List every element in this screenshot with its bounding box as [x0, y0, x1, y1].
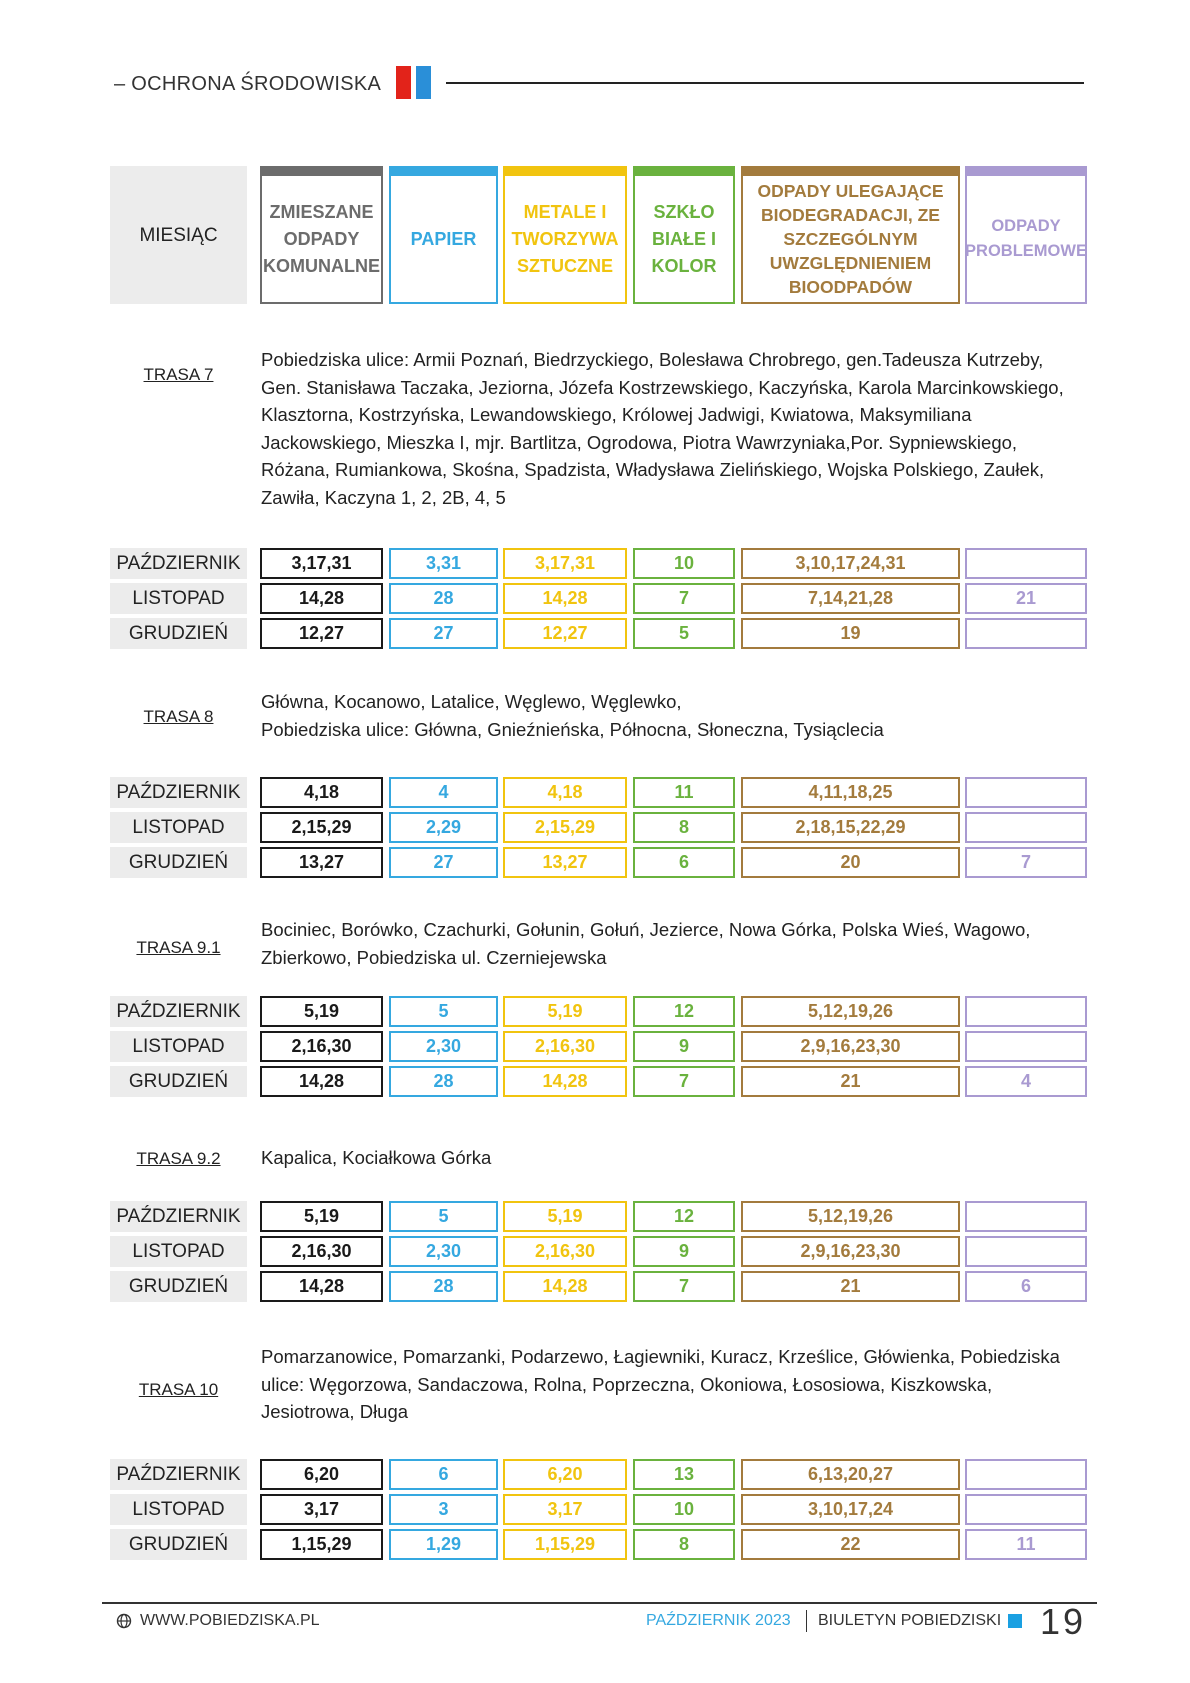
cell-mixed-waste: 14,28 [260, 583, 383, 614]
cell-problem-waste: 6 [965, 1271, 1087, 1302]
cell-glass: 8 [633, 1529, 735, 1560]
footer-separator [806, 1610, 807, 1632]
cell-glass: 9 [633, 1236, 735, 1267]
schedule-row [0, 1494, 1190, 1525]
cell-biodegradable: 2,9,16,23,30 [741, 1031, 960, 1062]
cell-mixed-waste: 5,19 [260, 996, 383, 1027]
cell-biodegradable: 3,10,17,24 [741, 1494, 960, 1525]
column-header-metals-plastics: METALE I TWORZYWA SZTUCZNE [503, 166, 627, 304]
cell-glass: 6 [633, 847, 735, 878]
cell-biodegradable: 5,12,19,26 [741, 996, 960, 1027]
cell-biodegradable: 20 [741, 847, 960, 878]
month-label: GRUDZIEŃ [110, 618, 247, 649]
route-streets: Główna, Kocanowo, Latalice, Węglewo, Węglewko, Pobiedziska ulice: Główna, Gnieźnieńska, Północna, Słoneczna, Tysiąclecia [261, 691, 884, 740]
footer-square-marker [1008, 1614, 1022, 1628]
route-label: TRASA 9.2 [136, 1149, 221, 1168]
footer-rule [102, 1602, 1097, 1604]
cell-problem-waste: 21 [965, 583, 1087, 614]
month-label: LISTOPAD [110, 583, 247, 614]
cell-paper: 27 [389, 847, 498, 878]
cell-problem-waste [965, 777, 1087, 808]
cell-metals-plastics: 6,20 [503, 1459, 627, 1490]
cell-paper: 4 [389, 777, 498, 808]
schedule-row [0, 1236, 1190, 1267]
route-streets: Kapalica, Kociałkowa Górka [261, 1147, 492, 1168]
cell-biodegradable: 21 [741, 1066, 960, 1097]
schedule-row [0, 1271, 1190, 1302]
flag-red-bar [396, 66, 411, 99]
month-label: PAŹDZIERNIK [110, 548, 247, 579]
month-label: LISTOPAD [110, 1031, 247, 1062]
cell-problem-waste [965, 618, 1087, 649]
cell-glass: 12 [633, 996, 735, 1027]
cell-metals-plastics: 14,28 [503, 583, 627, 614]
cell-metals-plastics: 12,27 [503, 618, 627, 649]
cell-mixed-waste: 2,15,29 [260, 812, 383, 843]
schedule-row [0, 618, 1190, 649]
schedule-row [0, 812, 1190, 843]
cell-paper: 3,31 [389, 548, 498, 579]
cell-mixed-waste: 12,27 [260, 618, 383, 649]
cell-biodegradable: 3,10,17,24,31 [741, 548, 960, 579]
route-label: TRASA 10 [138, 1380, 219, 1399]
cell-paper: 5 [389, 996, 498, 1027]
cell-biodegradable: 7,14,21,28 [741, 583, 960, 614]
globe-icon [116, 1613, 132, 1629]
cell-mixed-waste: 14,28 [260, 1271, 383, 1302]
cell-biodegradable: 6,13,20,27 [741, 1459, 960, 1490]
cell-problem-waste: 4 [965, 1066, 1087, 1097]
cell-paper: 3 [389, 1494, 498, 1525]
cell-biodegradable: 21 [741, 1271, 960, 1302]
cell-mixed-waste: 5,19 [260, 1201, 383, 1232]
schedule-row [0, 1529, 1190, 1560]
month-label: PAŹDZIERNIK [110, 996, 247, 1027]
month-label: LISTOPAD [110, 1236, 247, 1267]
cell-problem-waste [965, 812, 1087, 843]
cell-glass: 9 [633, 1031, 735, 1062]
route-label: TRASA 8 [143, 707, 214, 726]
cell-metals-plastics: 3,17,31 [503, 548, 627, 579]
month-label: GRUDZIEŃ [110, 847, 247, 878]
cell-biodegradable: 22 [741, 1529, 960, 1560]
month-column-header: MIESIĄC [110, 166, 247, 304]
month-label: LISTOPAD [110, 812, 247, 843]
cell-problem-waste [965, 1236, 1087, 1267]
cell-biodegradable: 5,12,19,26 [741, 1201, 960, 1232]
schedule-row [0, 1066, 1190, 1097]
schedule-row [0, 847, 1190, 878]
cell-mixed-waste: 4,18 [260, 777, 383, 808]
cell-problem-waste [965, 1201, 1087, 1232]
cell-metals-plastics: 3,17 [503, 1494, 627, 1525]
month-label: PAŹDZIERNIK [110, 777, 247, 808]
schedule-row [0, 548, 1190, 579]
cell-mixed-waste: 13,27 [260, 847, 383, 878]
cell-problem-waste: 11 [965, 1529, 1087, 1560]
route-streets: Pobiedziska ulice: Armii Poznań, Biedrzyckiego, Bolesława Chrobrego, gen.Tadeusza Kutrzeby, Gen. Stanisława Taczaka, Jeziorna, Józefa Kostrzewskiego, Kaczyńska, Karola Marcinkowskiego, Klasztorna, Kostrzyńska, Lewandowskiego, Królowej Jadwigi, Kwiatowa, Maksymiliana Jackowskiego, Mieszka I, mjr. Bartlitza, Ogrodowa, Piotra Wawrzyniaka,Por. Sypniewskiego, Różana, Rumiankowa, Skośna, Spadzista, Władysława Zielińskiego, Wojska Polskiego, Zaułek, Zawiła, Kaczyna 1, 2, 2B, 4, 5 [261, 349, 1064, 508]
cell-metals-plastics: 14,28 [503, 1066, 627, 1097]
cell-glass: 10 [633, 1494, 735, 1525]
issue-date: PAŹDZIERNIK 2023 [646, 1612, 791, 1629]
schedule-row [0, 1031, 1190, 1062]
cell-metals-plastics: 2,16,30 [503, 1031, 627, 1062]
cell-paper: 28 [389, 1066, 498, 1097]
column-header-biodegradable: ODPADY ULEGAJĄCE BIODEGRADACJI, ZE SZCZEGÓLNYM UWZGLĘDNIENIEM BIOODPADÓW [741, 166, 960, 304]
cell-paper: 28 [389, 1271, 498, 1302]
cell-paper: 5 [389, 1201, 498, 1232]
cell-biodegradable: 2,18,15,22,29 [741, 812, 960, 843]
cell-metals-plastics: 13,27 [503, 847, 627, 878]
route-label: TRASA 9.1 [136, 938, 221, 957]
cell-mixed-waste: 3,17 [260, 1494, 383, 1525]
cell-metals-plastics: 5,19 [503, 1201, 627, 1232]
cell-metals-plastics: 14,28 [503, 1271, 627, 1302]
cell-glass: 5 [633, 618, 735, 649]
cell-paper: 27 [389, 618, 498, 649]
schedule-row [0, 996, 1190, 1027]
cell-problem-waste [965, 548, 1087, 579]
section-title: – OCHRONA ŚRODOWISKA [114, 73, 382, 95]
cell-metals-plastics: 4,18 [503, 777, 627, 808]
cell-biodegradable: 2,9,16,23,30 [741, 1236, 960, 1267]
website-link[interactable]: WWW.POBIEDZISKA.PL [140, 1612, 320, 1629]
month-label: PAŹDZIERNIK [110, 1459, 247, 1490]
schedule-row [0, 1459, 1190, 1490]
cell-glass: 7 [633, 1271, 735, 1302]
header-rule [446, 82, 1084, 84]
cell-mixed-waste: 2,16,30 [260, 1236, 383, 1267]
cell-problem-waste [965, 996, 1087, 1027]
column-header-mixed-waste: ZMIESZANE ODPADY KOMUNALNE [260, 166, 383, 304]
cell-problem-waste [965, 1459, 1087, 1490]
publication-name: BIULETYN POBIEDZISKI [818, 1612, 1002, 1629]
route-label: TRASA 7 [143, 365, 214, 384]
cell-paper: 28 [389, 583, 498, 614]
cell-mixed-waste: 3,17,31 [260, 548, 383, 579]
flag-blue-bar [416, 66, 431, 99]
column-header-glass: SZKŁO BIAŁE I KOLOR [633, 166, 735, 304]
cell-metals-plastics: 2,16,30 [503, 1236, 627, 1267]
cell-problem-waste [965, 1031, 1087, 1062]
cell-problem-waste [965, 1494, 1087, 1525]
cell-problem-waste: 7 [965, 847, 1087, 878]
cell-paper: 2,29 [389, 812, 498, 843]
cell-paper: 1,29 [389, 1529, 498, 1560]
cell-mixed-waste: 14,28 [260, 1066, 383, 1097]
cell-metals-plastics: 5,19 [503, 996, 627, 1027]
cell-mixed-waste: 1,15,29 [260, 1529, 383, 1560]
cell-biodegradable: 19 [741, 618, 960, 649]
cell-glass: 11 [633, 777, 735, 808]
month-label: GRUDZIEŃ [110, 1066, 247, 1097]
cell-glass: 12 [633, 1201, 735, 1232]
schedule-row [0, 583, 1190, 614]
cell-glass: 13 [633, 1459, 735, 1490]
cell-glass: 7 [633, 1066, 735, 1097]
column-header-paper: PAPIER [389, 166, 498, 304]
cell-mixed-waste: 2,16,30 [260, 1031, 383, 1062]
cell-metals-plastics: 2,15,29 [503, 812, 627, 843]
column-header-problem-waste: ODPADY PROBLEMOWE [965, 166, 1087, 304]
cell-metals-plastics: 1,15,29 [503, 1529, 627, 1560]
cell-mixed-waste: 6,20 [260, 1459, 383, 1490]
page-number: 19 [1040, 1601, 1087, 1642]
month-label: GRUDZIEŃ [110, 1271, 247, 1302]
route-streets: Bociniec, Borówko, Czachurki, Gołunin, Gołuń, Jezierce, Nowa Górka, Polska Wieś, Wagowo, Zbierkowo, Pobiedziska ul. Czerniejewska [261, 919, 1031, 968]
schedule-row [0, 777, 1190, 808]
month-label: GRUDZIEŃ [110, 1529, 247, 1560]
cell-glass: 10 [633, 548, 735, 579]
month-label: LISTOPAD [110, 1494, 247, 1525]
cell-paper: 2,30 [389, 1236, 498, 1267]
schedule-row [0, 1201, 1190, 1232]
cell-glass: 7 [633, 583, 735, 614]
cell-glass: 8 [633, 812, 735, 843]
month-label: PAŹDZIERNIK [110, 1201, 247, 1232]
cell-biodegradable: 4,11,18,25 [741, 777, 960, 808]
cell-paper: 6 [389, 1459, 498, 1490]
route-streets: Pomarzanowice, Pomarzanki, Podarzewo, Łagiewniki, Kuracz, Krześlice, Główienka, Pobiedziska ulice: Węgorzowa, Sandaczowa, Rolna, Poprzeczna, Okoniowa, Łososiowa, Kiszkowska, Jesiotrowa, Długa [261, 1346, 1060, 1422]
cell-paper: 2,30 [389, 1031, 498, 1062]
